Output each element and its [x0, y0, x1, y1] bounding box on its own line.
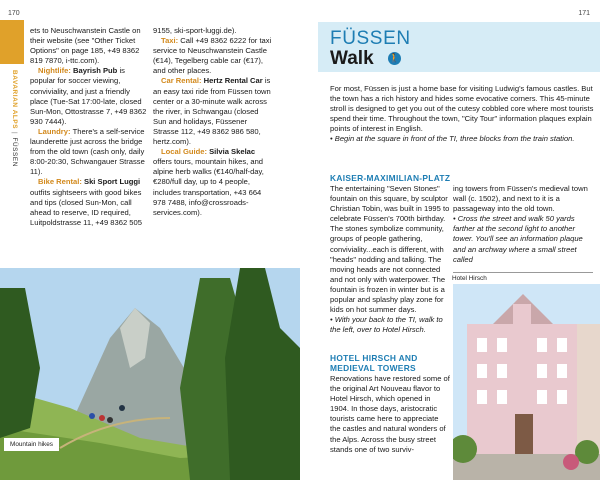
- section1-bullet: • With your back to the TI, walk to the left, over to Hotel Hirsch.: [330, 315, 443, 335]
- paragraph: ets to Neuschwanstein Castle on their website (see "Other Ticket Options" on page 185, +49 8362 819 7870, i-ttc.com).: [30, 26, 141, 66]
- page-number-left: 170: [8, 10, 20, 17]
- paragraph-taxi: Taxi: Call +49 8362 6222 for taxi service to Neuschwanstein Castle (€14), Tegelberg cable car (€17), and other places.: [153, 36, 272, 76]
- paragraph-bike-rental: Bike Rental: Ski Sport Luggi outfits sightseers with good bikes and tips (closed Sun-Mon, call ahead to reserve, ID required, Luitpoldstrasse 11, +49 8362 505: [30, 177, 142, 227]
- walk-title-town: FÜSSEN: [330, 28, 411, 49]
- intro-paragraph: For most, Füssen is just a home base for visiting Ludwig's famous castles. But the town has a rich history and hides some evocative corners. This 45-minute stroll is designed to get you out of the cutesy cobbled core where most tourists spend their time. Throughout the town, "City Tour" information plaques explain points of interest in English.: [330, 84, 594, 133]
- paragraph-laundry: Laundry: There's a self-service launderette just across the bridge from the old town (cash only, daily 8:00-20:30, Schwangauer Strasse 11).: [30, 126, 145, 177]
- left-column-2: [153, 26, 273, 218]
- photo-caption-hotel: Hotel Hirsch: [452, 275, 487, 282]
- page-number-right: 171: [578, 10, 590, 17]
- side-label-region: BAVARIAN ALPS: [11, 70, 18, 130]
- section-heading-kaiser-maximilian-platz: KAISER-MAXIMILIAN-PLATZ: [330, 173, 451, 183]
- section1-column-b: ing towers from Füssen's medieval town wall (c. 1502), and next to it is a passageway into the old town. • Cross the street and walk 50 yards farther at the second light to another tower. You'll see an information plaque and an archway where a small street called: [453, 184, 591, 265]
- chapter-side-label: BAVARIAN ALPS|FÜSSEN: [11, 70, 18, 167]
- side-label-town: FÜSSEN: [11, 137, 18, 167]
- section1-bullet-b: • Cross the street and walk 50 yards farther at the second light to another tower. You'll see an information plaque and an archway where a small street called: [453, 214, 583, 264]
- hotel-hirsch-photo: [453, 284, 600, 480]
- paragraph-car-rental: Car Rental: Hertz Rental Car is an easy taxi ride from Füssen town center or a 30-minute walk across the river, in Schwangau (closed Sun and holidays, Füssener Strasse 112, +49 8362 986 580, hertz.com).: [153, 76, 271, 147]
- section1-column-a: The entertaining "Seven Stones" fountain on this square, by sculptor Christian Tobin, was built in 1995 to celebrate Füssen's 700th birthday. The stones symbolize community, groups of people gathering, conviviality...each is different, with "heads" nodding and talking. The moving heads are not connected and not only with waterpower. The fountain is frozen in winter but is a popular and splashy play zone for kids on hot summer days. • With your back to the TI, walk to the left, over to Hotel Hirsch.: [330, 184, 450, 335]
- paragraph-nightlife: Nightlife: Bayrish Pub is popular for soccer viewing, conviviality, and just a friendly place (Tue-Sat 17:00-late, closed Sun-Mon, Ottostrasse 7, +49 8362 930 7444).: [30, 66, 147, 126]
- hotel-illustration: [453, 284, 600, 480]
- walk-intro: [330, 84, 594, 144]
- chapter-tab: [0, 20, 24, 64]
- walk-title: Walk: [330, 48, 374, 69]
- photo-caption-hikes: Mountain hikes: [4, 438, 59, 451]
- walking-person-icon: 🚶: [388, 53, 401, 63]
- paragraph-local-guide: Local Guide: Silvia Skelac offers tours, mountain hikes, and alpine herb walks (€140/half-day, €280/full day, up to 4 people, includes transportation, +43 664 978 7488, info@crossroads-services.com).: [153, 147, 264, 217]
- left-column-1: [30, 26, 148, 228]
- intro-bullet: • Begin at the square in front of the TI, three blocks from the train station.: [330, 134, 575, 143]
- section-heading-hotel-hirsch: HOTEL HIRSCH AND MEDIEVAL TOWERS: [330, 353, 418, 373]
- paragraph: 9155, ski-sport-luggi.de).: [153, 26, 237, 35]
- section2-column: Renovations have restored some of the original Art Nouveau flavor to Hotel Hirsch, which opened in 1904. In those days, aristocratic tourists came here to appreciate the castles and natural wonders of the Alps. Across the busy street stands one of two surviv-: [330, 374, 450, 454]
- caption-divider: [453, 272, 593, 273]
